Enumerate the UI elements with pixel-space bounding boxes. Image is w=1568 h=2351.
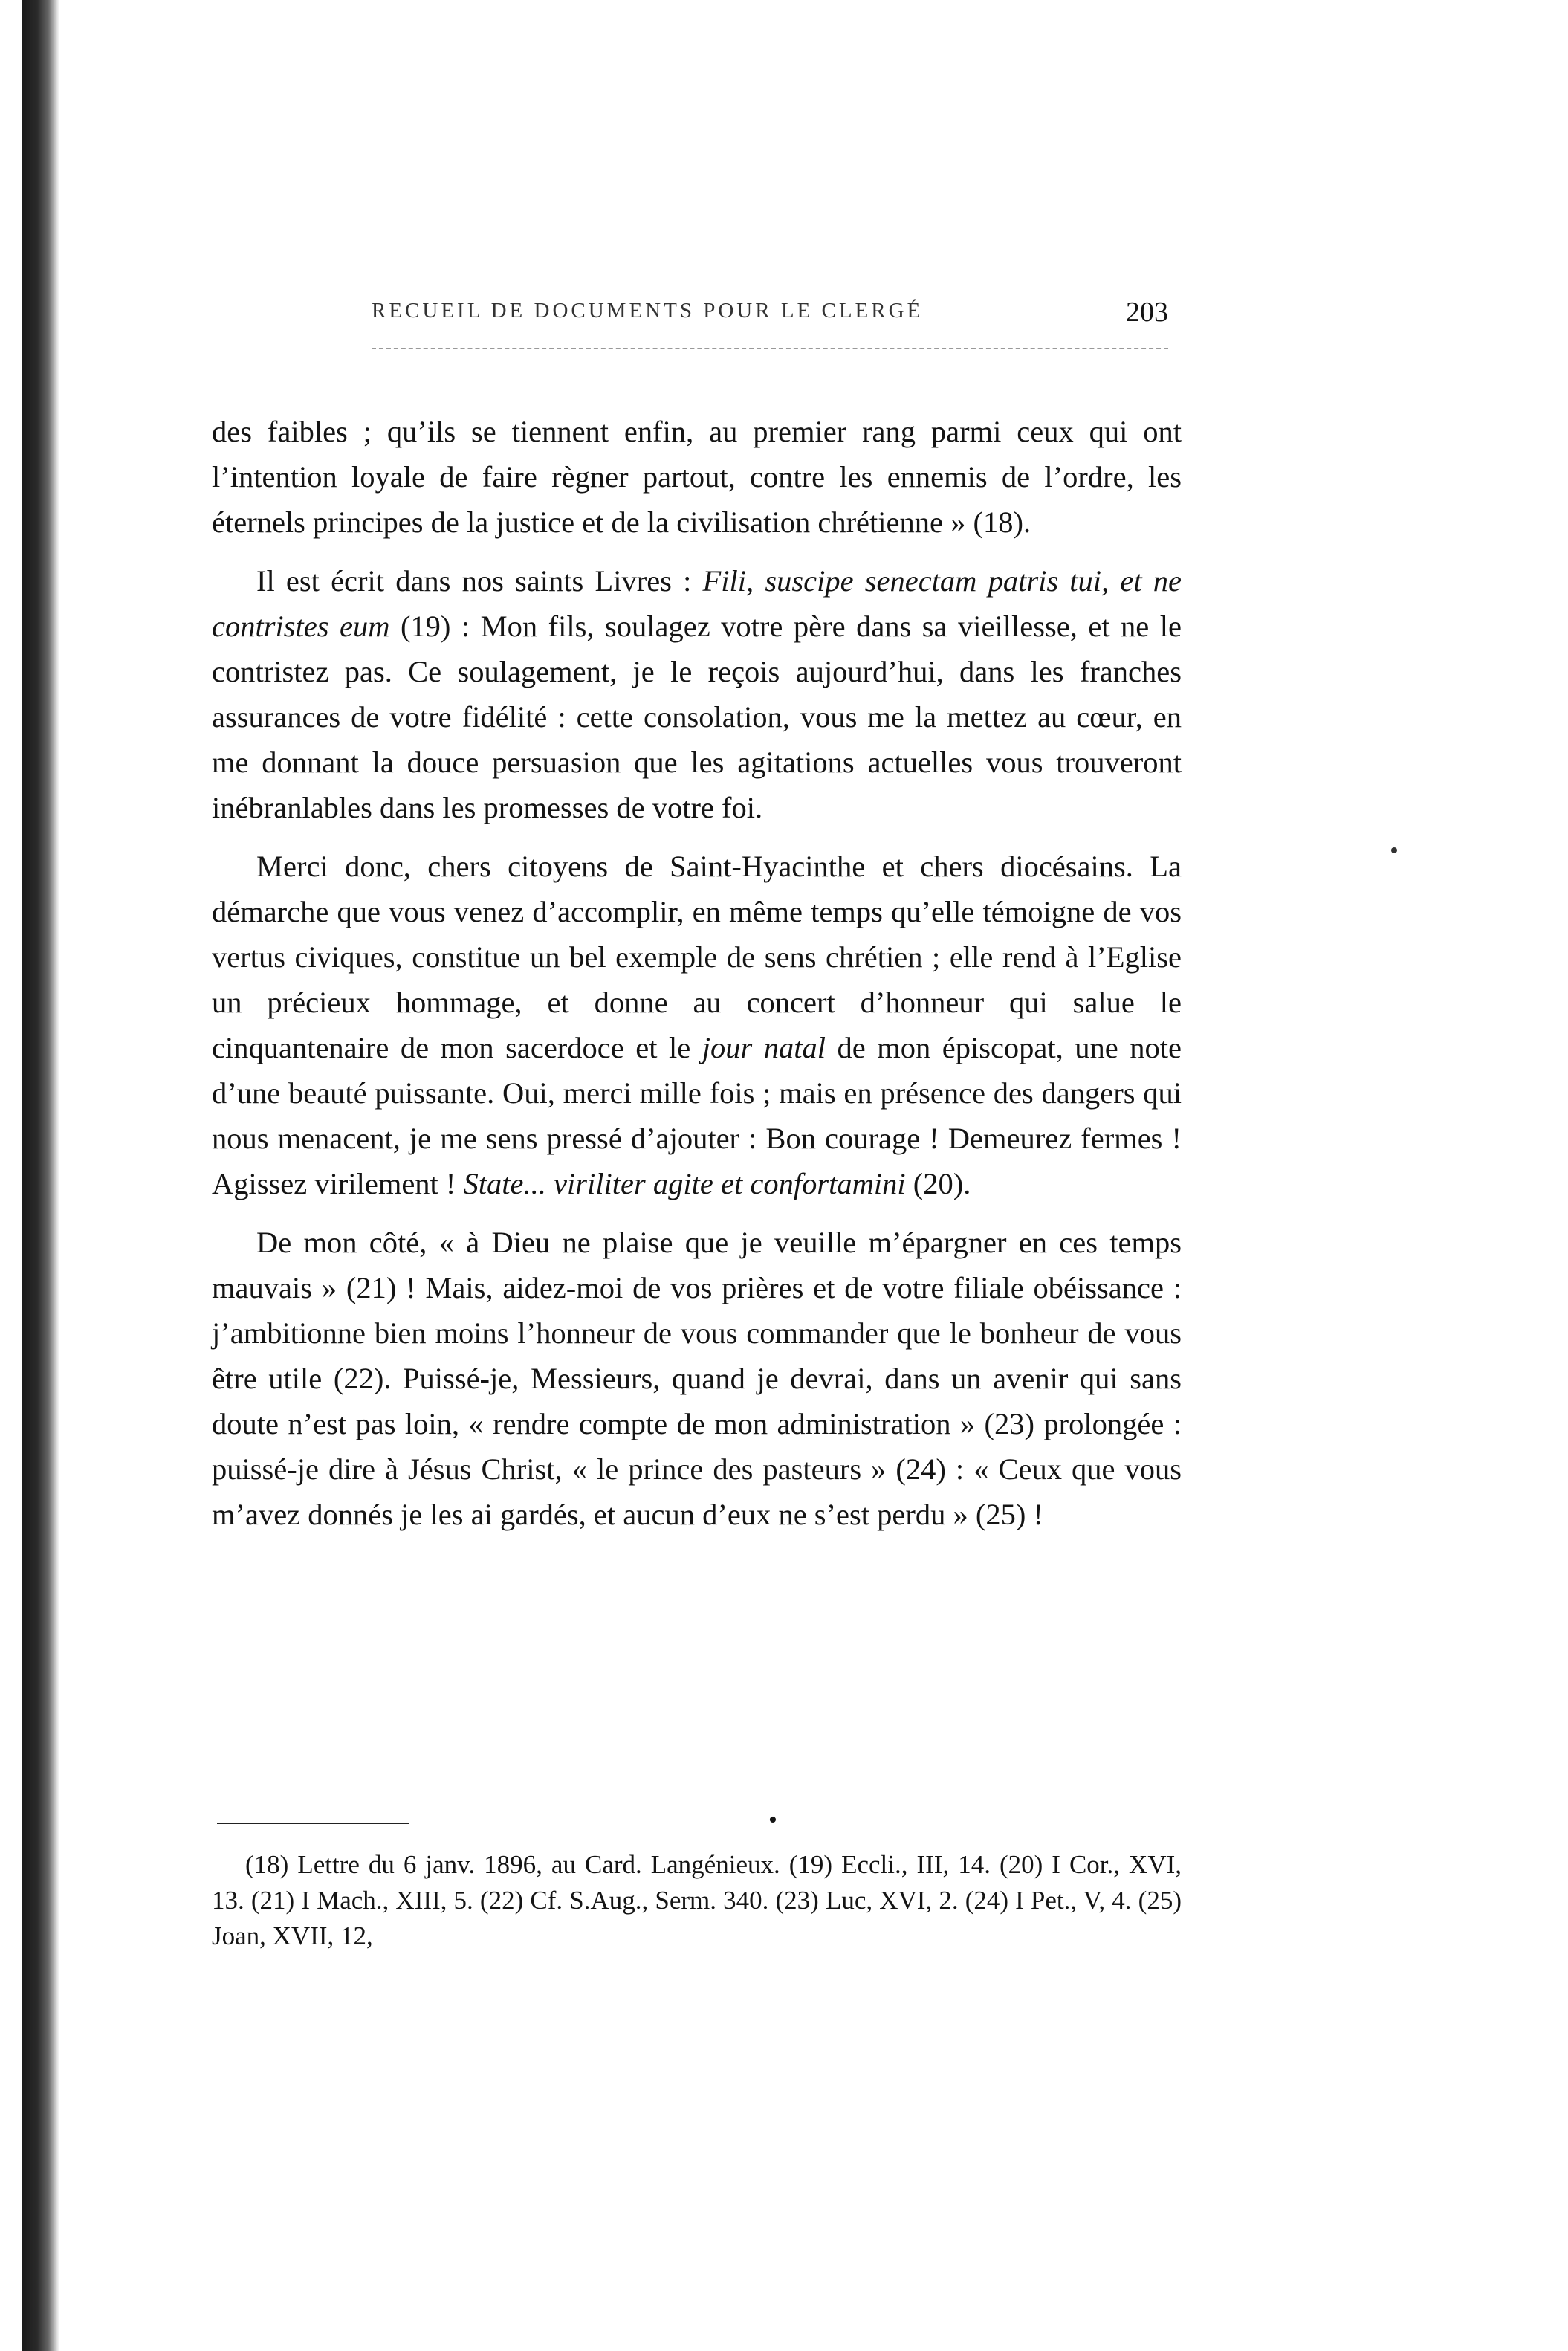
ornament-mark: • (768, 1806, 777, 1834)
p3-text-after: (20). (905, 1167, 971, 1200)
body-text (212, 409, 1182, 1537)
running-title: RECUEIL DE DOCUMENTS POUR LE CLERGÉ (372, 299, 924, 323)
p2-text-before: Il est écrit dans nos saints Livres : (256, 564, 703, 598)
paragraph-3 (212, 844, 1182, 1206)
header-rule (372, 348, 1168, 349)
latin-quote-fili: Fili, suscipe senectam patris tui, et ne contristes eum (212, 564, 1182, 643)
stray-ink-dot (1391, 847, 1397, 853)
footnote-text: (18) Lettre du 6 janv. 1896, au Card. Langénieux. (19) Eccli., III, 14. (20) I Cor., XVI, 13. (21) I Mach., XIII, 5. (22) Cf. S.Aug., Serm. 340. (23) Luc, XVI, 2. (24) I Pet., V, 4. (25) Joan, XVII, 12, (212, 1850, 1182, 1950)
page-number: 203 (1126, 297, 1168, 328)
footnotes (212, 1847, 1182, 1954)
p2-text-after: (19) : Mon fils, soulagez votre père dans sa vieillesse, et ne le contristez pas. Ce soulagement, je le reçois aujourd’hui, dans les franches assurances de votre fidélité : cette consolation, vous me la mettez au cœur, en me donnant la douce persuasion que les agitations actuelles vous trouveront inébranlables dans les promesses de votre foi. (212, 609, 1182, 824)
paragraph-2 (212, 558, 1182, 830)
p3-text-middle: de mon épiscopat, une note d’une beauté puissante. Oui, merci mille fois ; mais en présence des dangers qui nous menacent, je me sens pressé d’ajouter : Bon courage ! Demeurez fermes ! Agissez virilement ! (212, 1031, 1182, 1200)
latin-quote-state: State... viriliter agite et confortamini (463, 1167, 906, 1200)
book-binding-edge (22, 0, 59, 2351)
running-head (372, 296, 1168, 329)
paragraph-4: De mon côté, « à Dieu ne plaise que je veuille m’épargner en ces temps mauvais » (21) ! Mais, aidez-moi de vos prières et de votre filiale obéissance : j’ambitionne bien moins l’honneur de vous commander que le bonheur de vous être utile (22). Puissé-je, Messieurs, quand je devrai, dans un avenir qui sans doute n’est pas loin, « rendre compte de mon administration » (23) prolongée : puissé-je dire à Jésus Christ, « le prince des pasteurs » (24) : « Ceux que vous m’avez donnés je les ai gardés, et aucun d’eux ne s’est perdu » (25) ! (212, 1226, 1182, 1531)
paragraph-1: des faibles ; qu’ils se tiennent enfin, au premier rang parmi ceux qui ont l’intention loyale de faire règner partout, contre les ennemis de l’ordre, les éternels principes de la justice et de la civilisation chrétienne » (18). (212, 415, 1182, 539)
italic-jour-natal: jour natal (702, 1031, 826, 1064)
footnote-rule (217, 1823, 409, 1824)
p3-text-before: Merci donc, chers citoyens de Saint-Hyacinthe et chers diocésains. La démarche que vous venez d’accomplir, en même temps qu’elle témoigne de vos vertus civiques, constitue un bel exemple de sens chrétien ; elle rend à l’Eglise un précieux hommage, et donne au concert d’honneur qui salue le cinquantenaire de mon sacerdoce et le (212, 850, 1182, 1064)
